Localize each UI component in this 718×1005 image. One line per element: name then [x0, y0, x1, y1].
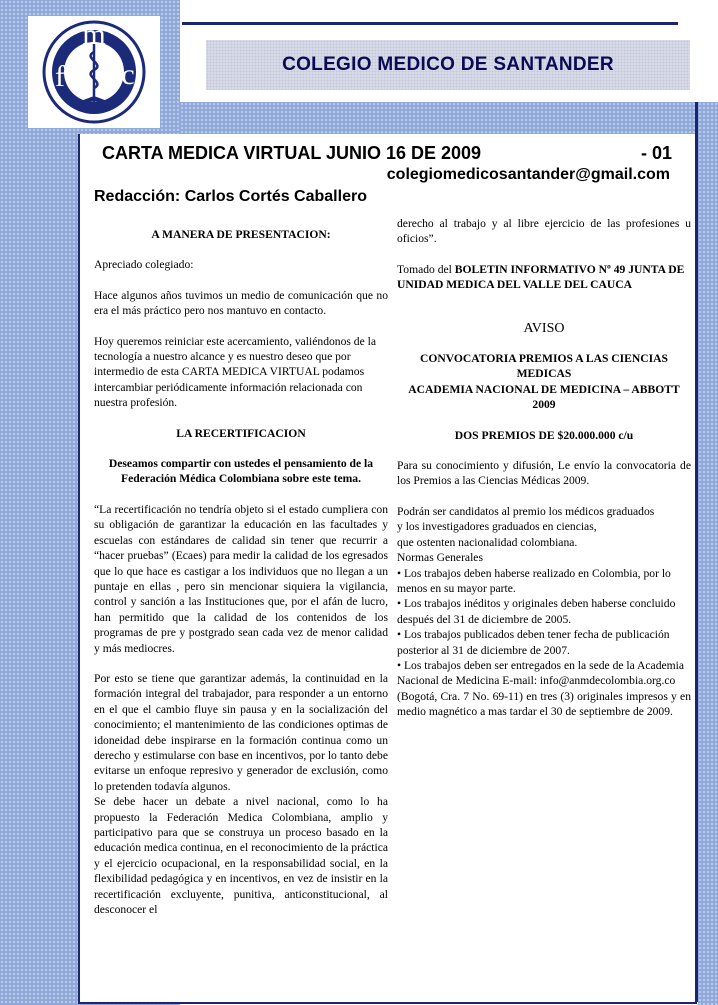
prize-amount: DOS PREMIOS DE $20.000.000 c/u — [454, 428, 634, 442]
paragraph: derecho al trabajo y al libre ejercicio de las profesiones u oficios”. — [397, 217, 691, 246]
right-column — [397, 216, 691, 720]
rules-heading: Normas Generales — [397, 551, 483, 565]
quote-paragraph: Por esto se tiene que garantizar además, la continuidad en la formación integral del trabajador, para responder a un entorno en el que el cambio fluye sin pausa y en la socialización del conocimiento; el mantenimiento de las condiciones optimas de idoneidad debe inspirarse en la formación continua como un derecho y estimularse con base en incentivos, por lo tanto debe evitarse un enfoque represivo y generador de exclusión, como lo pretenden todavía algunos. — [94, 671, 388, 793]
section-heading: LA RECERTIFICACION — [176, 426, 306, 440]
paragraph: Para su conocimiento y difusión, Le envío la convocatoria de los Premios a las Ciencias Médicas 2009. — [397, 459, 691, 488]
source-name: BOLETIN INFORMATIVO Nº 49 JUNTA DE UNIDAD MEDICA DEL VALLE DEL CAUCA — [397, 262, 685, 292]
call-title: CONVOCATORIA PREMIOS A LAS CIENCIAS MEDICAS — [419, 352, 668, 381]
rule-item: posterior al 31 de diciembre de 2007. — [397, 643, 570, 657]
rule-item: • Los trabajos publicados deben tener fecha de publicación — [397, 628, 670, 642]
source-line — [397, 262, 691, 293]
svg-text:c: c — [121, 58, 135, 91]
quote-paragraph: Se debe hacer un debate a nivel nacional, como lo ha propuesto la Federación Medica Colombiana, amplio y participativo para que se construya un proceso basado en la educación medica continua, en el reconocimiento de la práctica y el ejercicio ocupacional, en la responsabilidad social, en la flexibilidad pedagógica y en incentivos, en vez de insistir en la recertificación excluyente, punitiva, anticonstitucional, al desconocer el — [94, 795, 388, 917]
svg-text:m: m — [82, 18, 106, 51]
left-column — [94, 227, 388, 917]
banner — [206, 40, 690, 90]
colegio-logo-icon — [38, 18, 150, 126]
rule-item: menos en su mayor parte. — [397, 581, 516, 595]
paragraph-line: Podrán ser candidatos al premio los médicos graduados — [397, 504, 655, 518]
paragraph-line: que ostenten nacionalidad colombiana. — [397, 535, 578, 549]
paragraph: Hoy queremos reiniciar este acercamiento, valiéndonos de la tecnología a nuestro alcance y es nuestro deseo que por intermedio de esta CARTA MEDICA VIRTUAL podamos intercambiar periódicamente información relacionada con nuestra profesión. — [94, 334, 376, 410]
quote-paragraph: “La recertificación no tendría objeto si el estado cumpliera con su obligación de garantizar la educación en las facultades y escuelas con estándares de calidad sin tener que recurrir a “hacer pruebas” (Ecaes) para medir la calidad de los egresados que lo que hace es castigar a los individuos que no llegan a un puntaje en ellas , pero sin mencionar siquiera la vigilancia, control y sanción a las Instituciones que, por el afán de lucro, han permitido que la calidad de los contenidos de los programas de pre y postgrado sean cada vez de menor calidad y más mediocres. — [94, 502, 388, 655]
rule-item: • Los trabajos deben ser entregados en la sede de la Academia — [397, 658, 685, 672]
notice-heading: AVISO — [523, 320, 565, 336]
salutation: Apreciado colegiado: — [94, 258, 194, 272]
paragraph-line: y los investigadores graduados en ciencias, — [397, 520, 597, 534]
source-prefix: Tomado del — [397, 262, 455, 276]
rule-item: después del 31 de diciembre de 2005. — [397, 612, 572, 626]
contact-email: colegiomedicosantander@gmail.com — [386, 166, 670, 183]
top-rule — [182, 22, 678, 25]
decorative-right-strip — [698, 102, 718, 1005]
svg-text:f: f — [55, 60, 65, 93]
rule-item: • Los trabajos deben haberse realizado en Colombia, por lo — [397, 566, 671, 580]
right-rule — [695, 102, 698, 1002]
rule-item: (Bogotá, Cra. 7 No. 69-11) en tres (3) originales impresos y en medio magnético a mas tardar el 30 de septiembre de 2009. — [397, 689, 691, 719]
rule-item: • Los trabajos inéditos y originales deben haberse concluido — [397, 597, 676, 611]
section-heading: A MANERA DE PRESENTACION: — [151, 228, 331, 241]
banner-title: COLEGIO MEDICO DE SANTANDER — [282, 54, 614, 75]
doc-title — [102, 143, 682, 164]
rule-item: Nacional de Medicina E-mail: info@anmdecolombia.org.co — [397, 674, 676, 688]
editor-line: Redacción: Carlos Cortés Caballero — [94, 188, 367, 205]
intro-bold: Deseamos compartir con ustedes el pensamiento de la Federación Médica Colombiana sobre este tema. — [108, 457, 374, 486]
call-subtitle: ACADEMIA NACIONAL DE MEDICINA – ABBOTT 2009 — [408, 382, 680, 412]
doc-title-text: CARTA MEDICA VIRTUAL JUNIO 16 DE 2009 — [102, 143, 482, 163]
doc-number: - 01 — [640, 143, 672, 163]
decorative-header-band — [180, 102, 718, 134]
paragraph: Hace algunos años tuvimos un medio de comunicación que no era el más práctico pero nos mantuvo en contacto. — [94, 288, 388, 318]
logo — [28, 16, 160, 128]
